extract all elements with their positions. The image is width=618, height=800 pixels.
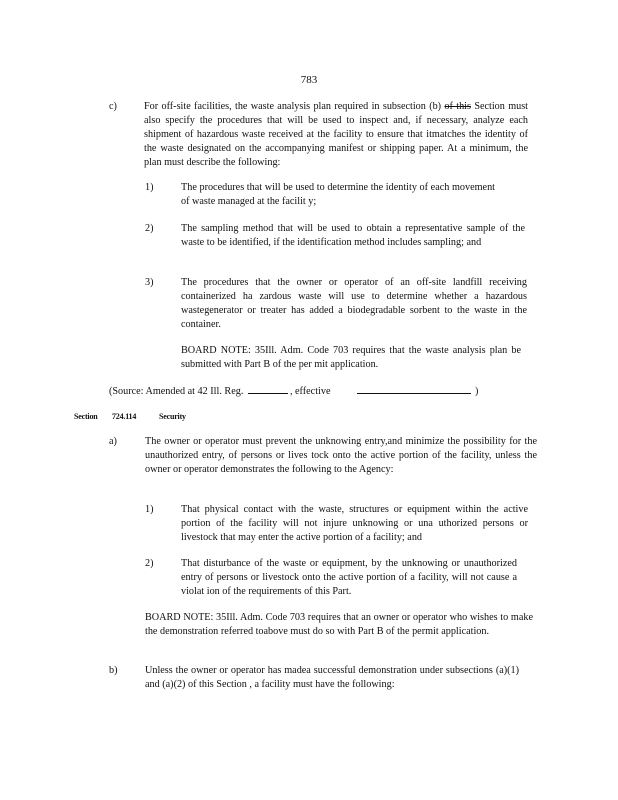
source-prefix: (Source: Amended at 42 Ill. Reg. [109, 386, 244, 397]
subsection-a-text: The owner or operator must prevent the unknowing entry,and minimize the possibility for the unauthorized entry, of persons or lives tock onto the active portion of the facility, unless the owner or operator demonstrates the following to the Agency: [145, 436, 537, 475]
source-effective-blank [357, 383, 471, 394]
struck-text: of this [444, 101, 471, 112]
item-c1-number: 1) [145, 182, 154, 193]
item-c3-text: The procedures that the owner or operator of an off-site landfill receiving containerized ha zardous waste will use to determine whether a hazardous wastegenerator or treater has added a biodegradable sorbent to the waste in the container. [181, 277, 527, 330]
subsection-c-label: c) [109, 101, 117, 112]
page-number: 783 [300, 74, 318, 86]
item-c2-text: The sampling method that will be used to obtain a representative sample of the waste to be identified, if the identification method includes sampling; and [181, 223, 525, 248]
section-title: Security [159, 412, 186, 421]
board-note-c: BOARD NOTE: 35Ill. Adm. Code 703 requires that the waste analysis plan be submitted with Part B of the per mit application. [181, 345, 521, 370]
item-a1-number: 1) [145, 504, 154, 515]
board-note-a: BOARD NOTE: 35Ill. Adm. Code 703 requires that an owner or operator who wishes to make the demonstration referred toabove must do so with Part B of the permit application. [145, 612, 533, 637]
item-a1-text: That physical contact with the waste, structures or equipment within the active portion of the facility will not injure unknowing or una uthorized persons or livestock that may enter the active portion of a facility; and [181, 504, 528, 543]
subsection-b-label: b) [109, 665, 118, 676]
source-register-blank [248, 383, 288, 394]
subsection-c-text-start: For off-site facilities, the waste analysis plan required in subsection (b) [144, 101, 445, 112]
item-c2-number: 2) [145, 223, 154, 234]
subsection-a-label: a) [109, 436, 117, 447]
section-word: Section [74, 412, 98, 421]
item-a2-number: 2) [145, 558, 154, 569]
subsection-c-text-end: Section must also specify the procedures that will be used to inspect and, if necessary, analyze each shipment of hazardous waste received at the facility to ensure that itmatches the identity of the waste designated on the accompanying manifest or shipping paper. At a minimum, the plan must describe the following: [144, 101, 529, 168]
item-c1-text: The procedures that will be used to determine the identity of each movement of waste managed at the facilit y; [181, 182, 495, 207]
source-effective: , effective [289, 386, 331, 397]
section-number: 724.114 [112, 412, 137, 421]
source-note [109, 383, 478, 399]
item-a2-text: That disturbance of the waste or equipment, by the unknowing or unauthorized entry of persons or livestock onto the active portion of a facility, will not cause a violat ion of the requirements of this Part. [181, 558, 517, 597]
subsection-b-text: Unless the owner or operator has madea successful demonstration under subsections (a)(1) and (a)(2) of this Section , a facility must have the following: [145, 665, 519, 690]
subsection-c-text [144, 100, 528, 170]
item-c3-number: 3) [145, 277, 154, 288]
source-suffix: ) [475, 386, 479, 397]
